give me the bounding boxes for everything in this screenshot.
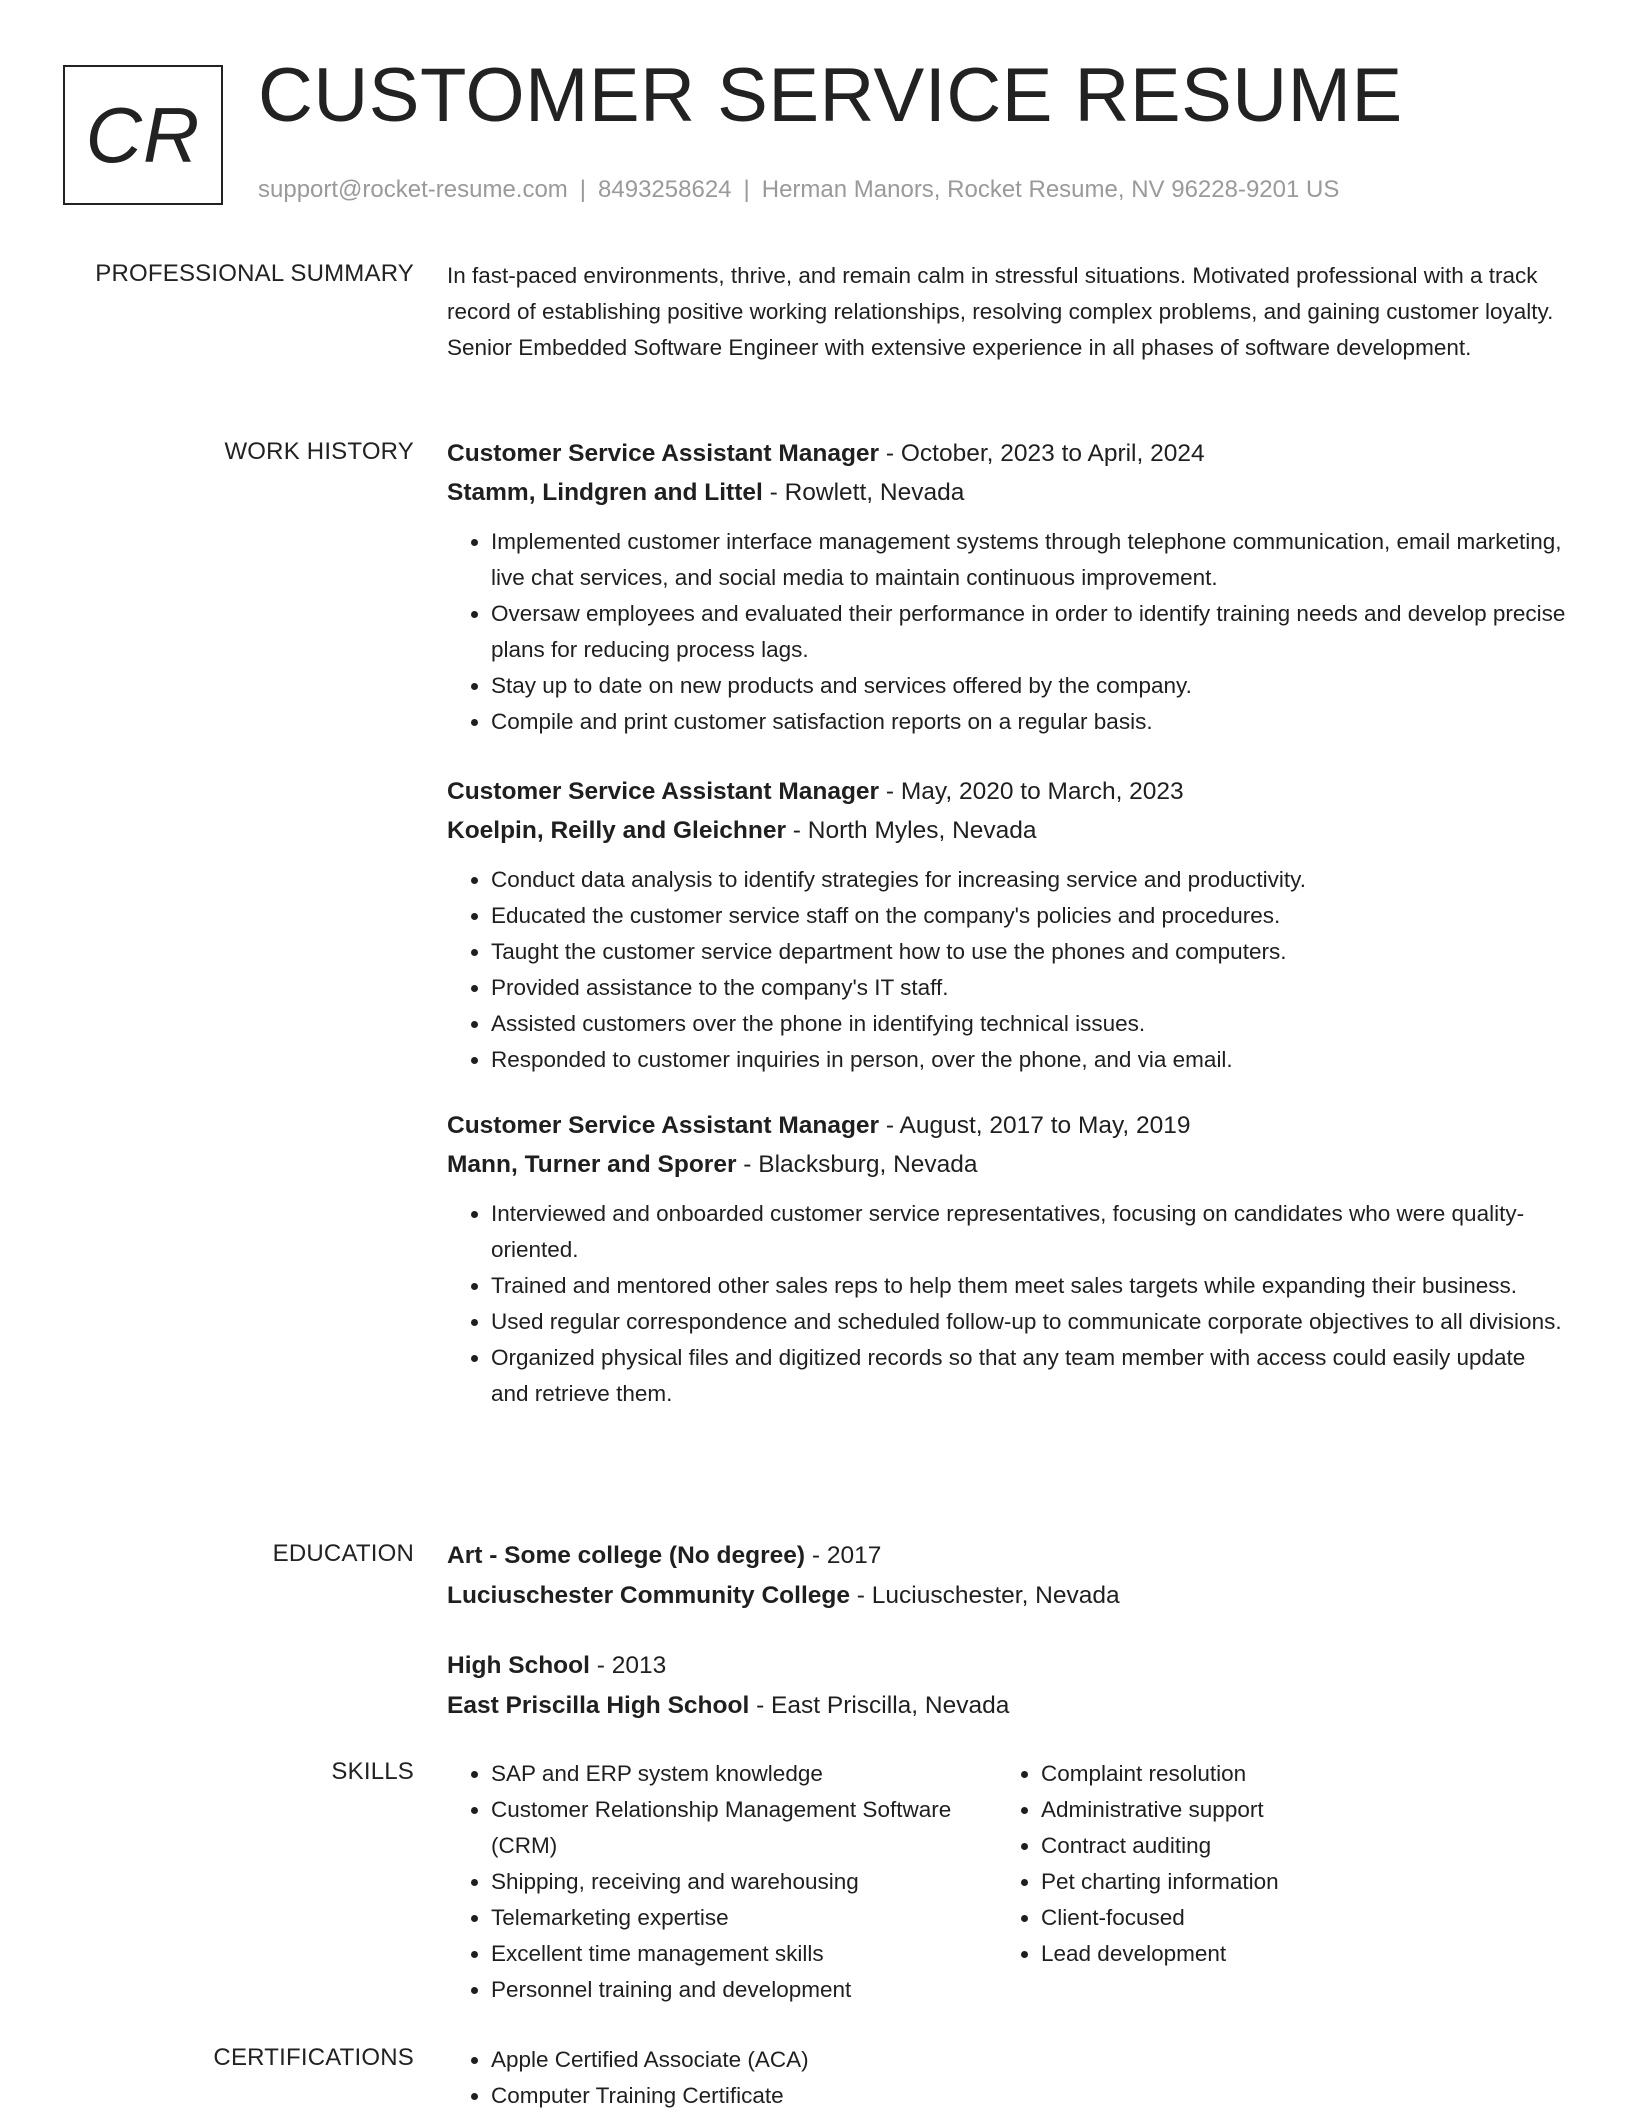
contact-line	[258, 176, 1339, 204]
skills-columns	[447, 1756, 1567, 2008]
job-title: Customer Service Assistant Manager	[447, 440, 880, 467]
education-location: - East Priscilla, Nevada	[749, 1692, 1010, 1719]
skill-item: • Pet charting information	[1041, 1864, 1541, 1900]
contact-separator: |	[743, 176, 750, 203]
job-company-line	[447, 473, 1567, 512]
monogram-logo	[63, 65, 223, 205]
skill-item: • Excellent time management skills	[491, 1936, 997, 1972]
education-school: Luciuschester Community College	[447, 1582, 850, 1609]
job-company: Mann, Turner and Sporer	[447, 1151, 737, 1178]
education-degree: Art - Some college (No degree)	[447, 1542, 806, 1569]
job-dates: - October, 2023 to April, 2024	[879, 440, 1205, 467]
job-bullets	[447, 862, 1567, 1078]
job-dates: - May, 2020 to March, 2023	[879, 778, 1184, 805]
education-school: East Priscilla High School	[447, 1692, 750, 1719]
skills-column-1	[447, 1756, 997, 2008]
skill-item: • Client-focused	[1041, 1900, 1541, 1936]
job-bullet: • Compile and print customer satisfaction reports on a regular basis.	[491, 704, 1567, 740]
job-title-line	[447, 1106, 1567, 1145]
contact-phone: 8493258624	[598, 176, 732, 203]
education-degree-line	[447, 1536, 1567, 1576]
job-title: Customer Service Assistant Manager	[447, 778, 880, 805]
job-entry	[447, 772, 1567, 1078]
education-heading: EDUCATION	[272, 1540, 414, 1567]
certifications-heading: CERTIFICATIONS	[213, 2044, 414, 2071]
job-location: - Rowlett, Nevada	[762, 479, 965, 506]
job-bullet: • Interviewed and onboarded customer service representatives, focusing on candidates who were quality-oriented.	[491, 1196, 1567, 1268]
skill-item: • Administrative support	[1041, 1792, 1541, 1828]
education-entry	[447, 1536, 1567, 1616]
work-history-body	[447, 434, 1567, 1412]
job-bullets	[447, 524, 1567, 740]
job-bullet: • Organized physical files and digitized records so that any team member with access could easily update and retrieve them.	[491, 1340, 1567, 1412]
certification-item: • Apple Certified Associate (ACA)	[491, 2042, 1567, 2078]
contact-address: Herman Manors, Rocket Resume, NV 96228-9201 US	[761, 176, 1340, 203]
summary-body	[447, 258, 1567, 366]
summary-heading: PROFESSIONAL SUMMARY	[95, 260, 414, 287]
skills-column-2	[997, 1756, 1541, 2008]
job-location: - North Myles, Nevada	[786, 817, 1037, 844]
job-company-line	[447, 1145, 1567, 1184]
skills-body	[447, 1756, 1567, 2008]
skill-item: • Complaint resolution	[1041, 1756, 1541, 1792]
summary-text: In fast-paced environments, thrive, and remain calm in stressful situations. Motivated professional with a track record of establishing positive working relationships, resolving complex problems, and gaining customer loyalty. Senior Embedded Software Engineer with extensive experience in all phases of software development.	[447, 263, 1554, 360]
education-location: - Luciuschester, Nevada	[849, 1582, 1120, 1609]
job-bullet: • Oversaw employees and evaluated their performance in order to identify training needs and develop precise plans for reducing process lags.	[491, 596, 1567, 668]
skill-item: • Customer Relationship Management Software (CRM)	[491, 1792, 997, 1864]
education-degree-line	[447, 1646, 1567, 1686]
job-entry	[447, 434, 1567, 740]
job-bullet: • Taught the customer service department how to use the phones and computers.	[491, 934, 1567, 970]
education-school-line	[447, 1576, 1567, 1616]
skills-heading: SKILLS	[331, 1758, 414, 1785]
certifications-list	[447, 2042, 1567, 2114]
job-title: Customer Service Assistant Manager	[447, 1112, 880, 1139]
education-year: - 2013	[589, 1652, 667, 1679]
resume-title: CUSTOMER SERVICE RESUME	[258, 53, 1403, 138]
job-location: - Blacksburg, Nevada	[736, 1151, 978, 1178]
skill-item: • Contract auditing	[1041, 1828, 1541, 1864]
education-school-line	[447, 1686, 1567, 1726]
education-body	[447, 1536, 1567, 1726]
work-history-heading: WORK HISTORY	[224, 438, 414, 465]
job-company: Koelpin, Reilly and Gleichner	[447, 817, 786, 844]
job-bullets	[447, 1196, 1567, 1412]
job-bullet: • Educated the customer service staff on the company's policies and procedures.	[491, 898, 1567, 934]
skill-item: • SAP and ERP system knowledge	[491, 1756, 997, 1792]
certifications-body	[447, 2042, 1567, 2114]
education-degree: High School	[447, 1652, 590, 1679]
job-entry	[447, 1106, 1567, 1412]
skill-item: • Telemarketing expertise	[491, 1900, 997, 1936]
job-title-line	[447, 772, 1567, 811]
certification-item: • Computer Training Certificate	[491, 2078, 1567, 2114]
skill-item: • Lead development	[1041, 1936, 1541, 1972]
job-bullet: • Assisted customers over the phone in identifying technical issues.	[491, 1006, 1567, 1042]
skill-item: • Shipping, receiving and warehousing	[491, 1864, 997, 1900]
skill-item: • Personnel training and development	[491, 1972, 997, 2008]
job-company-line	[447, 811, 1567, 850]
job-company: Stamm, Lindgren and Littel	[447, 479, 763, 506]
contact-email: support@rocket-resume.com	[258, 176, 568, 203]
education-year: - 2017	[805, 1542, 882, 1569]
job-dates: - August, 2017 to May, 2019	[879, 1112, 1191, 1139]
contact-separator: |	[579, 176, 587, 203]
job-bullet: • Stay up to date on new products and services offered by the company.	[491, 668, 1567, 704]
job-bullet: • Used regular correspondence and scheduled follow-up to communicate corporate objectives to all divisions.	[491, 1304, 1567, 1340]
job-bullet: • Provided assistance to the company's IT staff.	[491, 970, 1567, 1006]
job-bullet: • Conduct data analysis to identify strategies for increasing service and productivity.	[491, 862, 1567, 898]
monogram-text: CR	[85, 90, 201, 179]
education-entry	[447, 1646, 1567, 1726]
job-bullet: • Responded to customer inquiries in person, over the phone, and via email.	[491, 1042, 1567, 1078]
job-bullet: • Implemented customer interface management systems through telephone communication, email marketing, live chat services, and social media to maintain continuous improvement.	[491, 524, 1567, 596]
job-bullet: • Trained and mentored other sales reps to help them meet sales targets while expanding their business.	[491, 1268, 1567, 1304]
job-title-line	[447, 434, 1567, 473]
